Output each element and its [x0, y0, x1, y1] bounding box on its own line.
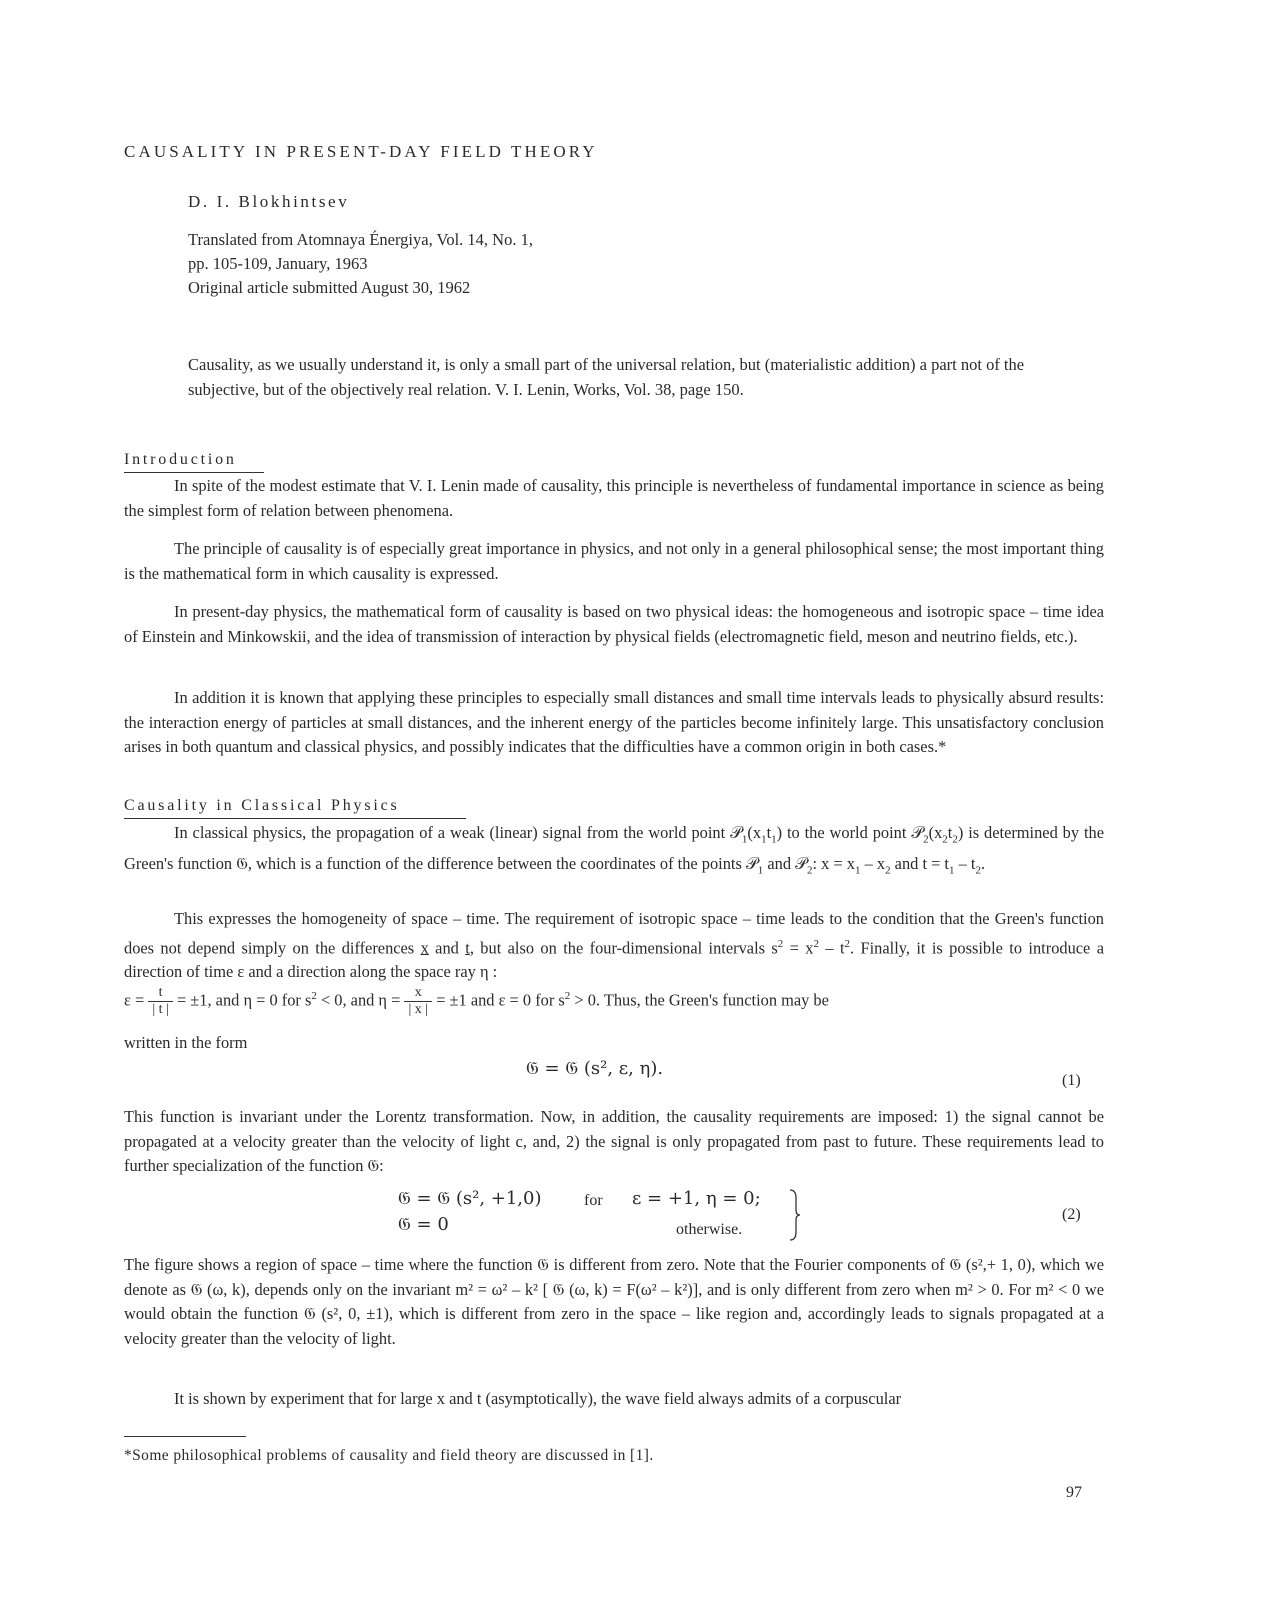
translation-source: Translated from Atomnaya Énergiya, Vol. 14, No. 1,	[188, 230, 533, 249]
section-heading-classical: Causality in Classical Physics	[124, 797, 400, 814]
heading-underline	[124, 472, 264, 473]
footnote-rule	[124, 1436, 246, 1437]
intro-paragraph-2: The principle of causality is of especially great importance in physics, and not only in a general philosophical sense; the most important thing is the mathematical form in which causality is expressed.	[124, 539, 1104, 583]
direction-definitions: ε = $\frac{t}{| t |}$ = ±1, and η = 0 for $s^2 < 0$, and η = $\frac{x}{| x |}$ = ±1 and ε = 0 for $s^2 > 0$. Thus, the Green's function may be	[124, 985, 829, 1018]
equation-2-otherwise: otherwise.	[676, 1221, 743, 1238]
section-heading-introduction: Introduction	[124, 451, 237, 468]
classical-paragraph-2: This expresses the homogeneity of space – time. The requirement of isotropic space – time leads to the condition that the Green's function does not depend simply on the differences x and t, but also on the four-dimensional intervals $s^2 = x^2 - t^2$. Finally, it is possible to introduce a direction of time ε and a direction along the space ray η :	[124, 909, 1104, 982]
epigraph: Causality, as we usually understand it, is only a small part of the universal relation, but (materialistic addition) a part not of the subjective, but of the objectively real relation. V. I. Lenin, Works, Vol. 38, page 150.	[188, 355, 1025, 399]
intro-paragraph-3: In present-day physics, the mathematical form of causality is based on two physical ideas: the homogeneous and isotropic space – time idea of Einstein and Minkowskii, and the idea of transmission of interaction by physical fields (electromagnetic field, meson and neutrino fields, etc.).	[124, 602, 1104, 646]
equation-2-line-1-lhs: 𝔊 = 𝔊 (s², +1,0)	[398, 1188, 542, 1209]
submission-date: Original article submitted August 30, 1962	[188, 278, 471, 297]
written-in-form: written in the form	[124, 1033, 248, 1052]
intro-paragraph-4: In addition it is known that applying these principles to especially small distances and small time intervals leads to physically absurd results: the interaction energy of particles at small distances, and the inherent energy of the particles become infinitely large. This unsatisfactory conclusion arises in both quantum and classical physics, and possibly indicates that the difficulties have a common origin in both cases.*	[124, 688, 1104, 756]
world-point-2-symbol: 𝒫$_2$	[911, 823, 929, 846]
equation-2-line-2-lhs: 𝔊 = 0	[398, 1214, 449, 1235]
classical-paragraph-1: In classical physics, the propagation of a weak (linear) signal from the world point $𝒫_1(x_1t_1)$ to the world point $𝒫_2(x_2t_2)$ is determined by the Green's function 𝔊, which is a function of the difference between the coordinates of the points 𝒫$_1$ and 𝒫$_2$: $x = x_1 - x_2$ and $t = t_1 - t_2$.	[124, 823, 1104, 877]
translation-pages: pp. 105-109, January, 1963	[188, 254, 368, 273]
classical-paragraph-5: It is shown by experiment that for large x and t (asymptotically), the wave field always admits of a corpuscular	[174, 1389, 902, 1408]
greens-function-symbol: 𝔊	[236, 853, 248, 873]
classical-paragraph-4: The figure shows a region of space – time where the function 𝔊 is different from zero. Note that the Fourier components of 𝔊 (s²,+ 1, 0), which we denote as 𝔊 (ω, k), depends only on the invariant m² = ω² – k² [ 𝔊 (ω, k) = F(ω² – k²)], and is only different from zero when m² > 0. For m² < 0 we would obtain the function 𝔊 (s², 0, ±1), which is different from zero in the space – like region and, accordingly leads to signals propagated at a velocity greater than the velocity of light.	[124, 1255, 1104, 1348]
heading-underline	[124, 818, 466, 819]
equation-1: 𝔊 = 𝔊 (s², ε, η).	[526, 1058, 664, 1079]
world-point-1-symbol: 𝒫$_1$	[730, 823, 748, 846]
right-brace	[788, 1188, 802, 1242]
equation-2-for: for	[584, 1192, 603, 1209]
equation-2-line-1-condition: ε = +1, η = 0;	[632, 1188, 761, 1209]
equation-1-number: (1)	[1062, 1072, 1081, 1089]
page-number: 97	[1066, 1484, 1082, 1501]
author-name: D. I. Blokhintsev	[188, 192, 350, 211]
equation-2-number: (2)	[1062, 1206, 1081, 1223]
fraction-t-over-abs-t: $\frac{t}{| t |}$	[148, 985, 173, 1018]
classical-paragraph-3: This function is invariant under the Lorentz transformation. Now, in addition, the causality requirements are imposed: 1) the signal cannot be propagated at a velocity greater than the velocity of light c, and, 2) the signal is only propagated from past to future. These requirements lead to further specialization of the function 𝔊:	[124, 1107, 1104, 1175]
article-title: CAUSALITY IN PRESENT-DAY FIELD THEORY	[124, 142, 598, 161]
translation-info	[188, 228, 533, 300]
intro-paragraph-1: In spite of the modest estimate that V. I. Lenin made of causality, this principle is nevertheless of fundamental importance in science as being the simplest form of relation between phenomena.	[124, 476, 1104, 520]
fraction-x-over-abs-x: $\frac{x}{| x |}$	[404, 985, 432, 1018]
footnote: *Some philosophical problems of causality and field theory are discussed in [1].	[124, 1447, 654, 1464]
